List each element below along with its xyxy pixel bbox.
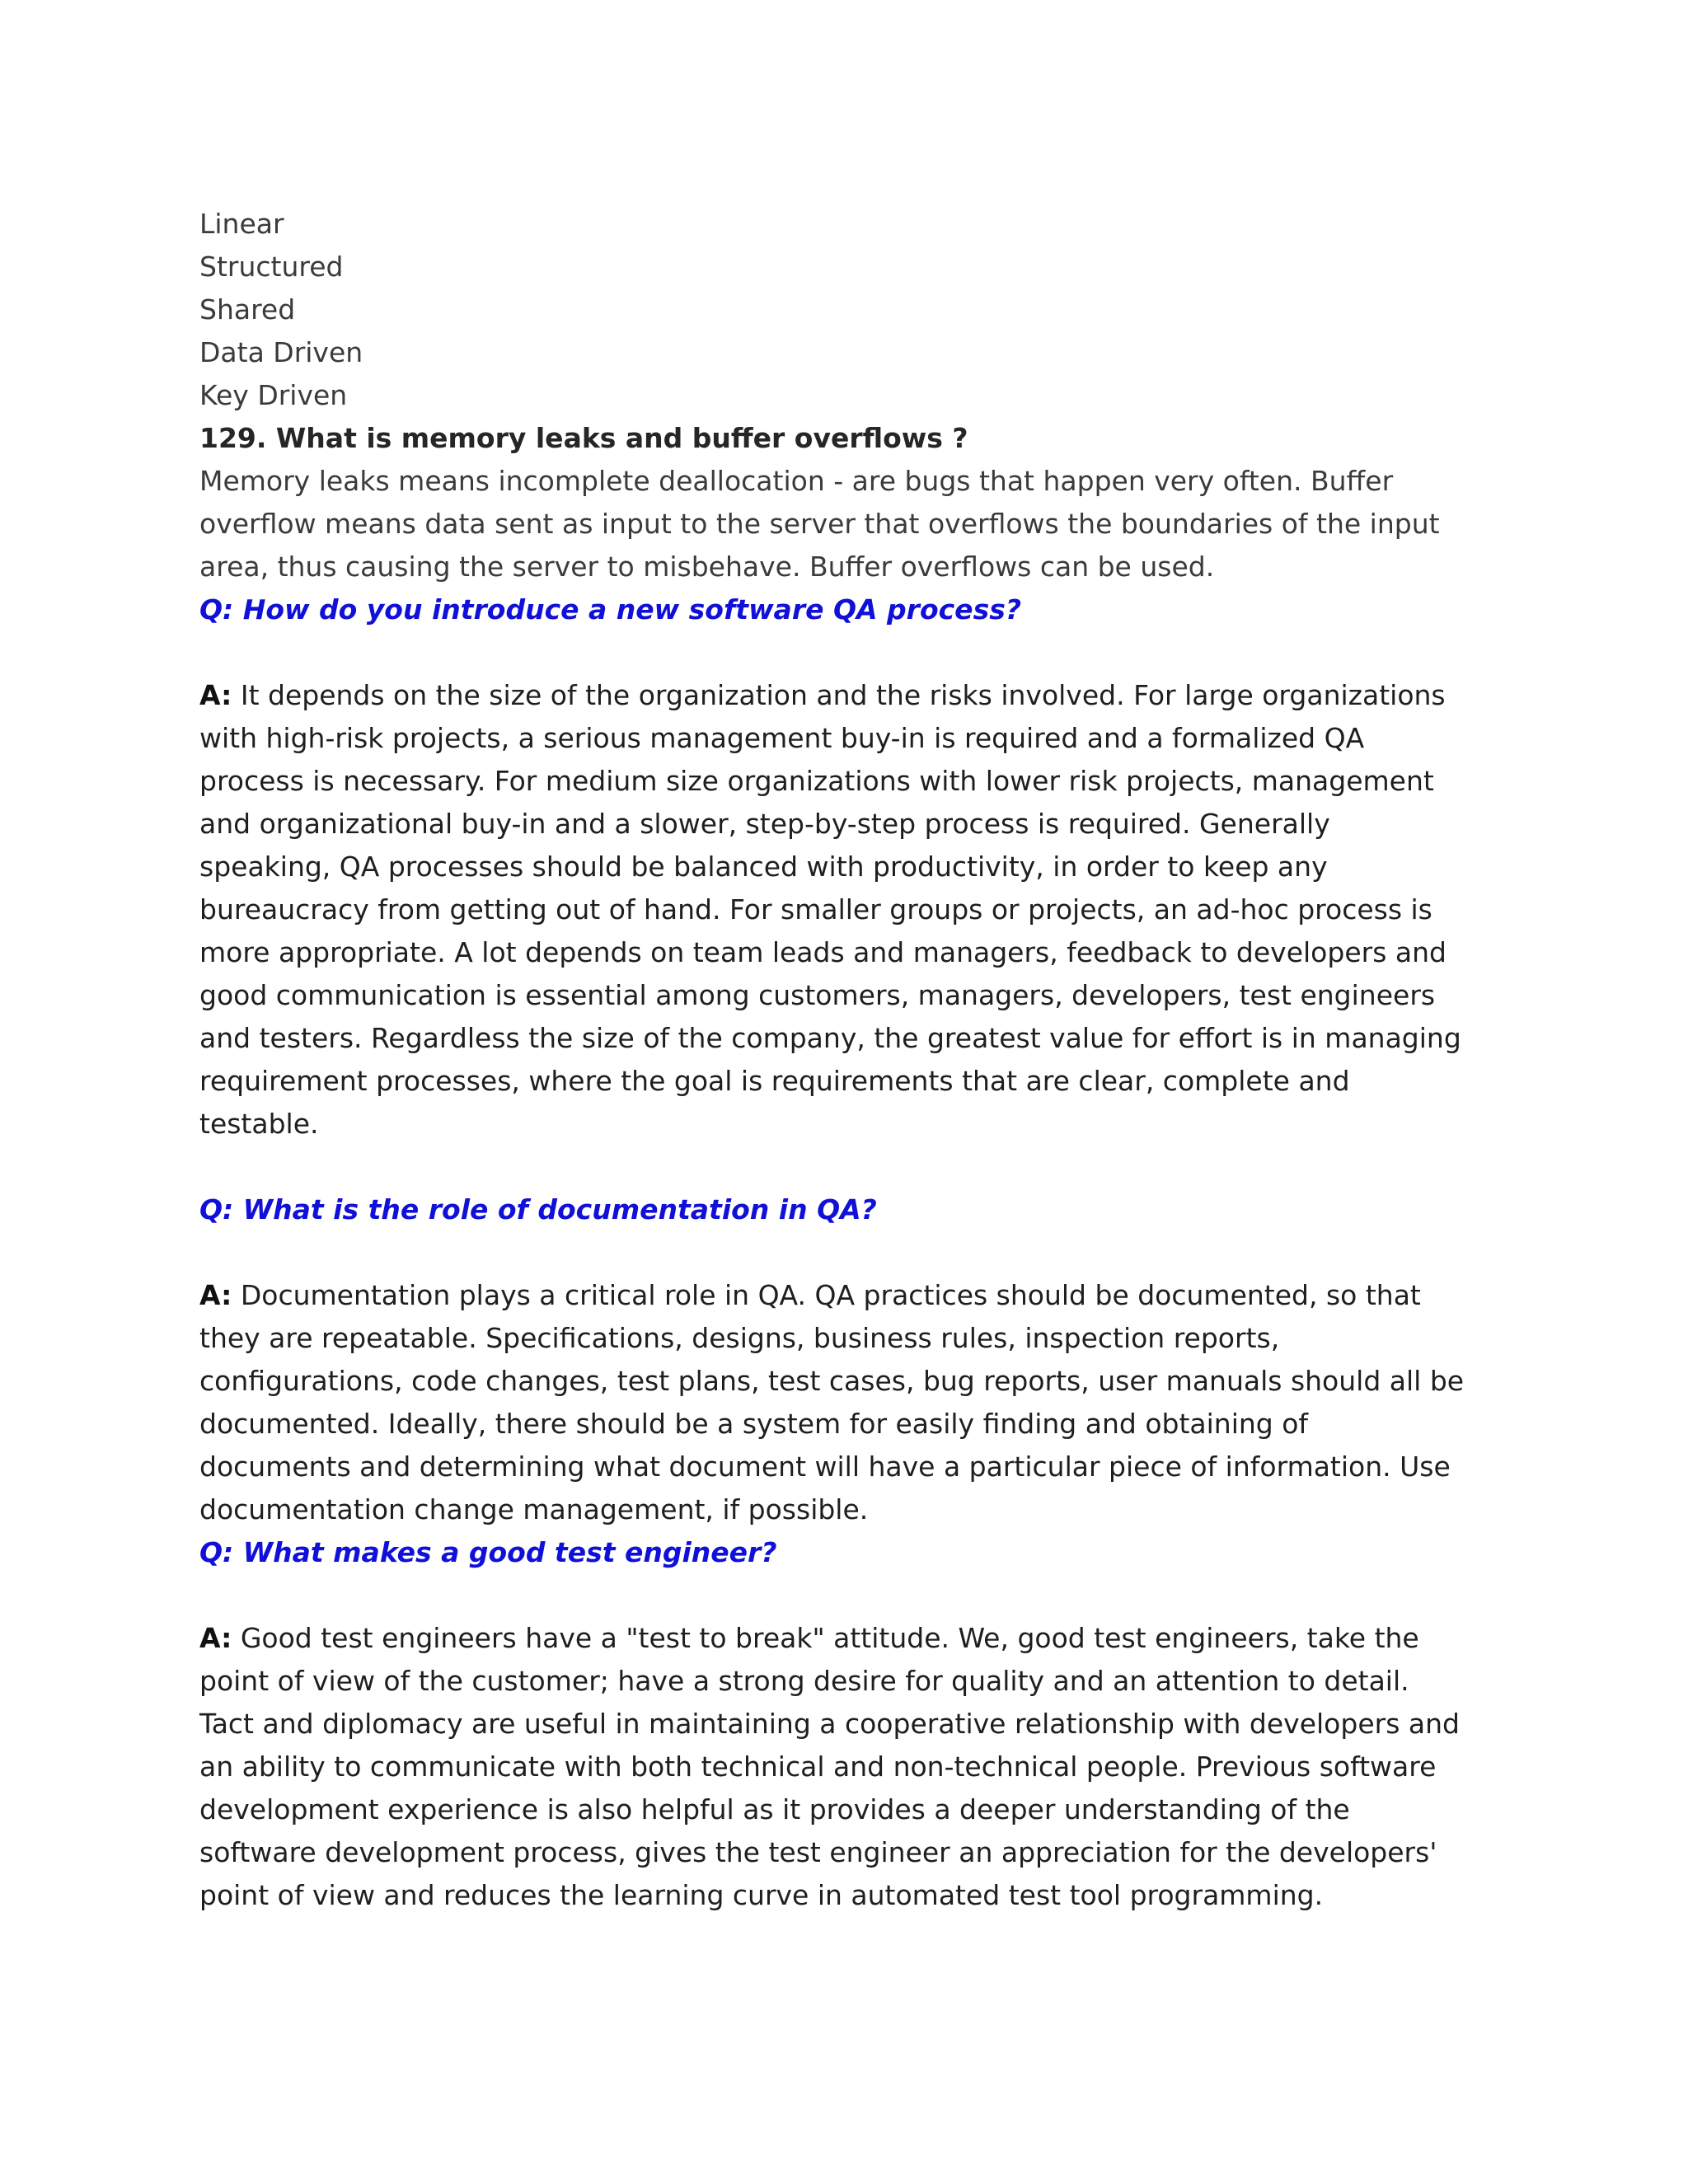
list-item: Structured [199,251,344,283]
paragraph-line: configurations, code changes, test plans, test cases, bug reports, user manuals should all be [199,1365,1465,1397]
paragraph-line: more appropriate. A lot depends on team leads and managers, feedback to developers and [199,936,1447,968]
paragraph-line: speaking, QA processes should be balanced with productivity, in order to keep any [199,851,1328,883]
paragraph-line: documentation change management, if possible. [199,1493,869,1526]
spacer [199,1574,1535,1617]
answer-text: It depends on the size of the organization and the risks involved. For large organizations [232,679,1446,711]
paragraph-line: and testers. Regardless the size of the company, the greatest value for effort is in managing [199,1022,1461,1054]
answer-first-line [199,1274,1535,1317]
spacer [199,1231,1535,1274]
question-heading: Q: What is the role of documentation in QA? [199,1193,877,1226]
section-memory-leaks [199,417,1535,588]
section-documentation [199,1188,1535,1531]
paragraph-line: software development process, gives the test engineer an appreciation for the developers' [199,1836,1437,1868]
answer-label: A: [199,1279,232,1311]
framework-list [199,203,1535,417]
answer-first-line [199,1617,1535,1660]
paragraph-line: Memory leaks means incomplete deallocation - are bugs that happen very often. Buffer [199,465,1394,497]
list-item: Data Driven [199,336,363,368]
paragraph-line: with high-risk projects, a serious management buy-in is required and a formalized QA [199,722,1365,754]
answer-first-line [199,674,1535,717]
answer-label: A: [199,679,232,711]
paragraph-line: requirement processes, where the goal is requirements that are clear, complete and [199,1065,1350,1097]
question-heading: Q: How do you introduce a new software QA process? [199,593,1021,626]
question-heading: Q: What makes a good test engineer? [199,1536,777,1568]
list-item: Linear [199,208,284,240]
section-qa-process [199,588,1535,1188]
answer-text: Good test engineers have a "test to break" attitude. We, good test engineers, take the [232,1622,1419,1654]
paragraph-line: point of view and reduces the learning curve in automated test tool programming. [199,1879,1324,1911]
paragraph-line: documented. Ideally, there should be a system for easily finding and obtaining of [199,1408,1309,1440]
paragraph-line: Tact and diplomacy are useful in maintaining a cooperative relationship with developers and [199,1708,1460,1740]
paragraph-line: testable. [199,1108,319,1140]
answer-label: A: [199,1622,232,1654]
paragraph-line: and organizational buy-in and a slower, step-by-step process is required. Generally [199,808,1330,840]
paragraph-line: overflow means data sent as input to the server that overflows the boundaries of the input [199,508,1440,540]
section-test-engineer [199,1531,1535,1917]
paragraph-line: good communication is essential among customers, managers, developers, test engineers [199,979,1436,1011]
answer-text: Documentation plays a critical role in QA. QA practices should be documented, so that [232,1279,1421,1311]
spacer [199,631,1535,674]
paragraph-line: development experience is also helpful as it provides a deeper understanding of the [199,1793,1350,1825]
list-item: Key Driven [199,379,348,411]
section-heading: 129. What is memory leaks and buffer overflows ? [199,422,968,454]
list-item: Shared [199,293,296,326]
document-body [199,203,1535,1917]
paragraph-line: point of view of the customer; have a strong desire for quality and an attention to detail. [199,1665,1409,1697]
paragraph-line: an ability to communicate with both technical and non-technical people. Previous software [199,1750,1437,1783]
paragraph-line: process is necessary. For medium size organizations with lower risk projects, management [199,765,1434,797]
paragraph-line: bureaucracy from getting out of hand. For smaller groups or projects, an ad-hoc process is [199,893,1432,926]
spacer [199,1146,1535,1188]
paragraph-line: documents and determining what document will have a particular piece of information. Use [199,1451,1451,1483]
paragraph-line: area, thus causing the server to misbehave. Buffer overflows can be used. [199,551,1215,583]
paragraph-line: they are repeatable. Specifications, designs, business rules, inspection reports, [199,1322,1280,1354]
